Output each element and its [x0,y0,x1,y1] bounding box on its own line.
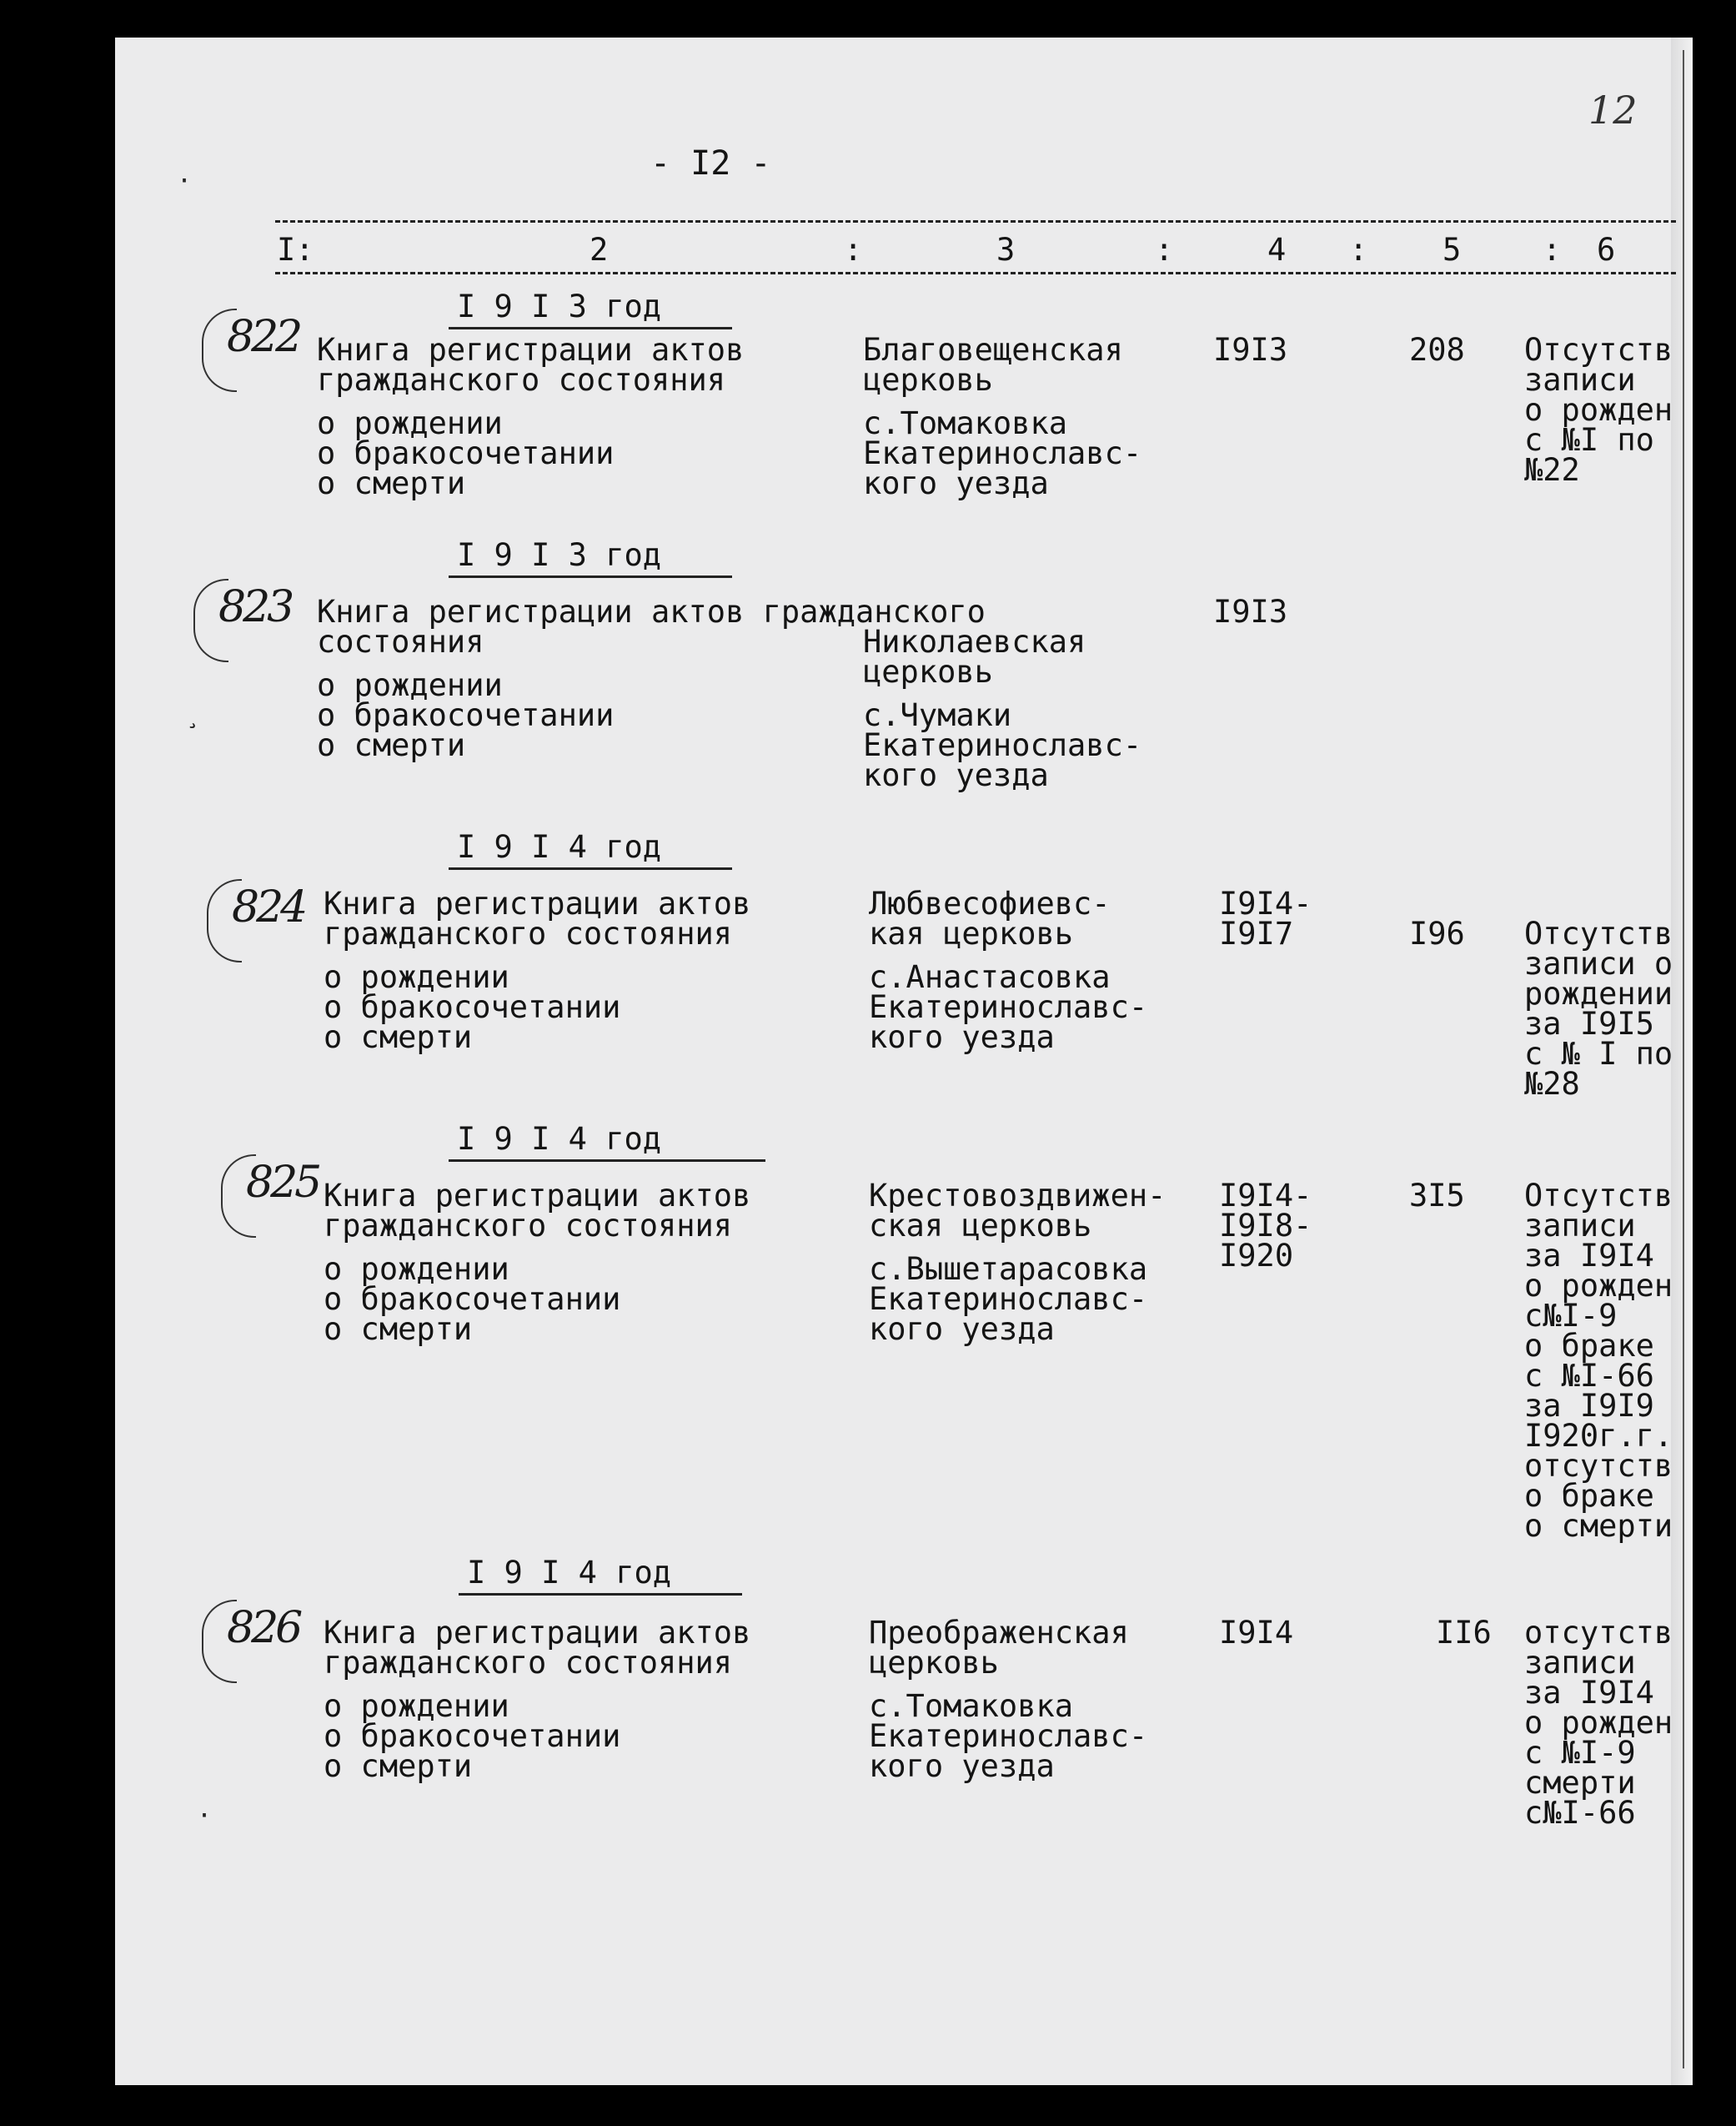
header-top-rule [275,220,1676,223]
record-type: о рождении [324,959,509,995]
column-separator: : [1543,232,1562,268]
record-count: I96 [1409,916,1465,952]
column-3-label: 3 [996,232,1016,268]
book-title-line: Книга регистрации актов гражданского [317,594,986,630]
note-line: I920г.г. [1524,1418,1673,1454]
record-type: о смерти [317,465,466,501]
column-separator: : [1349,232,1368,268]
record-count: 3I5 [1409,1178,1465,1214]
note-line: записи о [1524,946,1673,982]
note-line: за I9I9 [1524,1388,1654,1424]
entry-number: 823 [218,582,292,632]
note-line: Отсутств [1524,332,1673,368]
header-bottom-rule [275,272,1676,274]
village-line: с.Анастасовка [869,959,1111,995]
church-name-line: Любвесофиевс- [869,886,1111,922]
column-2-label: 2 [590,232,609,268]
note-line: рождении [1524,976,1673,1012]
village-line: с.Вышетарасовка [869,1251,1148,1287]
church-name-line: кая церковь [869,916,1074,952]
years-value: I9I3 [1213,332,1288,368]
record-type: о рождении [317,405,503,441]
book-title-line: Книга регистрации актов [324,886,751,922]
church-name-line: ская церковь [869,1208,1092,1244]
book-title-line: гражданского состояния [317,362,726,398]
years-value: I920 [1219,1238,1294,1274]
record-type: о бракосочетании [317,697,615,733]
village-line: Екатеринославс- [869,1281,1148,1317]
entry-number: 822 [227,312,300,362]
entry-number: 825 [246,1158,319,1208]
village-line: Екатеринославс- [869,989,1148,1025]
book-title-line: Книга регистрации актов [324,1615,751,1651]
village-line: с.Томаковка [863,405,1068,441]
note-line: Отсутств [1524,1178,1673,1214]
book-title-line: Книга регистрации актов [324,1178,751,1214]
year-heading-underline [459,1593,742,1596]
church-name-line: церковь [869,1645,999,1681]
record-type: о бракосочетании [324,1718,621,1754]
village-line: кого уезда [863,465,1049,501]
book-title-line: гражданского состояния [324,1208,733,1244]
note-line: за I9I4 [1524,1675,1654,1711]
note-line: за I9I4 [1524,1238,1654,1274]
note-line: о смерти [1524,1508,1673,1544]
record-type: о смерти [317,727,466,763]
years-value: I9I7 [1219,916,1294,952]
note-line: с №I-66 [1524,1358,1654,1394]
margin-mark: ¸ [185,701,201,730]
years-value: I9I8- [1219,1208,1312,1244]
page-edge [1671,38,1693,2085]
village-line: Екатеринославс- [869,1718,1148,1754]
note-line: за I9I5 [1524,1006,1654,1042]
entry-number: 824 [232,882,305,932]
note-line: записи [1524,362,1636,398]
book-title-line: гражданского состояния [324,1645,733,1681]
note-line: с№I-9 [1524,1298,1618,1334]
note-line: отсутств [1524,1448,1673,1484]
record-count: II6 [1436,1615,1492,1651]
year-heading-underline [449,575,732,578]
year-heading-underline [449,1159,765,1162]
church-name-line: Николаевская [863,624,1086,660]
margin-mark: · [177,167,193,196]
note-line: №28 [1524,1066,1580,1102]
note-line: о браке [1524,1328,1654,1364]
record-type: о рождении [324,1251,509,1287]
record-type: о бракосочетании [317,435,615,471]
year-heading: I 9 I 4 год [457,829,662,865]
note-line: с №I-9 [1524,1735,1636,1771]
years-value: I9I4- [1219,1178,1312,1214]
year-heading-underline [449,867,732,870]
note-line: о рожден [1524,1268,1673,1304]
church-name-line: Преображенская [869,1615,1129,1651]
year-heading: I 9 I 4 год [457,1121,662,1157]
years-value: I9I4 [1219,1615,1294,1651]
note-line: с№I-66 [1524,1795,1636,1831]
entry-number: 826 [227,1603,300,1653]
village-line: с.Чумаки [863,697,1012,733]
village-line: кого уезда [869,1019,1055,1055]
note-line: смерти [1524,1765,1636,1801]
village-line: кого уезда [863,757,1049,793]
note-line: записи [1524,1645,1636,1681]
year-heading-underline [449,327,732,329]
year-heading: I 9 I 3 год [457,289,662,324]
column-separator: : [844,232,863,268]
margin-mark: · [197,1802,213,1831]
years-value: I9I3 [1213,594,1288,630]
column-6-label: 6 [1597,232,1616,268]
note-line: записи [1524,1208,1636,1244]
note-line: №22 [1524,452,1580,488]
note-line: Отсутств [1524,916,1673,952]
column-4-label: 4 [1267,232,1287,268]
column-separator: : [1155,232,1174,268]
village-line: кого уезда [869,1311,1055,1347]
village-line: с.Томаковка [869,1688,1074,1724]
column-1-label: I: [277,232,314,268]
record-type: о бракосочетании [324,1281,621,1317]
handwritten-page-number: 12 [1588,88,1638,133]
book-title-line: состояния [317,624,484,660]
book-title-line: Книга регистрации актов [317,332,745,368]
column-5-label: 5 [1442,232,1462,268]
year-heading: I 9 I 3 год [457,537,662,573]
village-line: Екатеринославс- [863,727,1142,763]
record-type: о смерти [324,1748,473,1784]
church-name-line: церковь [863,654,993,690]
page-fold-line [1683,50,1684,2068]
note-line: с №I по [1524,422,1654,458]
record-type: о смерти [324,1019,473,1055]
note-line: о рожден [1524,1705,1673,1741]
record-type: о смерти [324,1311,473,1347]
page-number: - I2 - [650,144,771,183]
record-count: 208 [1409,332,1465,368]
village-line: кого уезда [869,1748,1055,1784]
note-line: о рожден [1524,392,1673,428]
years-value: I9I4- [1219,886,1312,922]
record-type: о бракосочетании [324,989,621,1025]
church-name-line: церковь [863,362,993,398]
record-type: о рождении [317,667,503,703]
church-name-line: Крестовоздвижен- [869,1178,1167,1214]
village-line: Екатеринославс- [863,435,1142,471]
record-type: о рождении [324,1688,509,1724]
year-heading: I 9 I 4 год [467,1555,672,1591]
church-name-line: Благовещенская [863,332,1123,368]
note-line: отсутств [1524,1615,1673,1651]
note-line: о браке [1524,1478,1654,1514]
book-title-line: гражданского состояния [324,916,733,952]
note-line: с № I по [1524,1036,1673,1072]
